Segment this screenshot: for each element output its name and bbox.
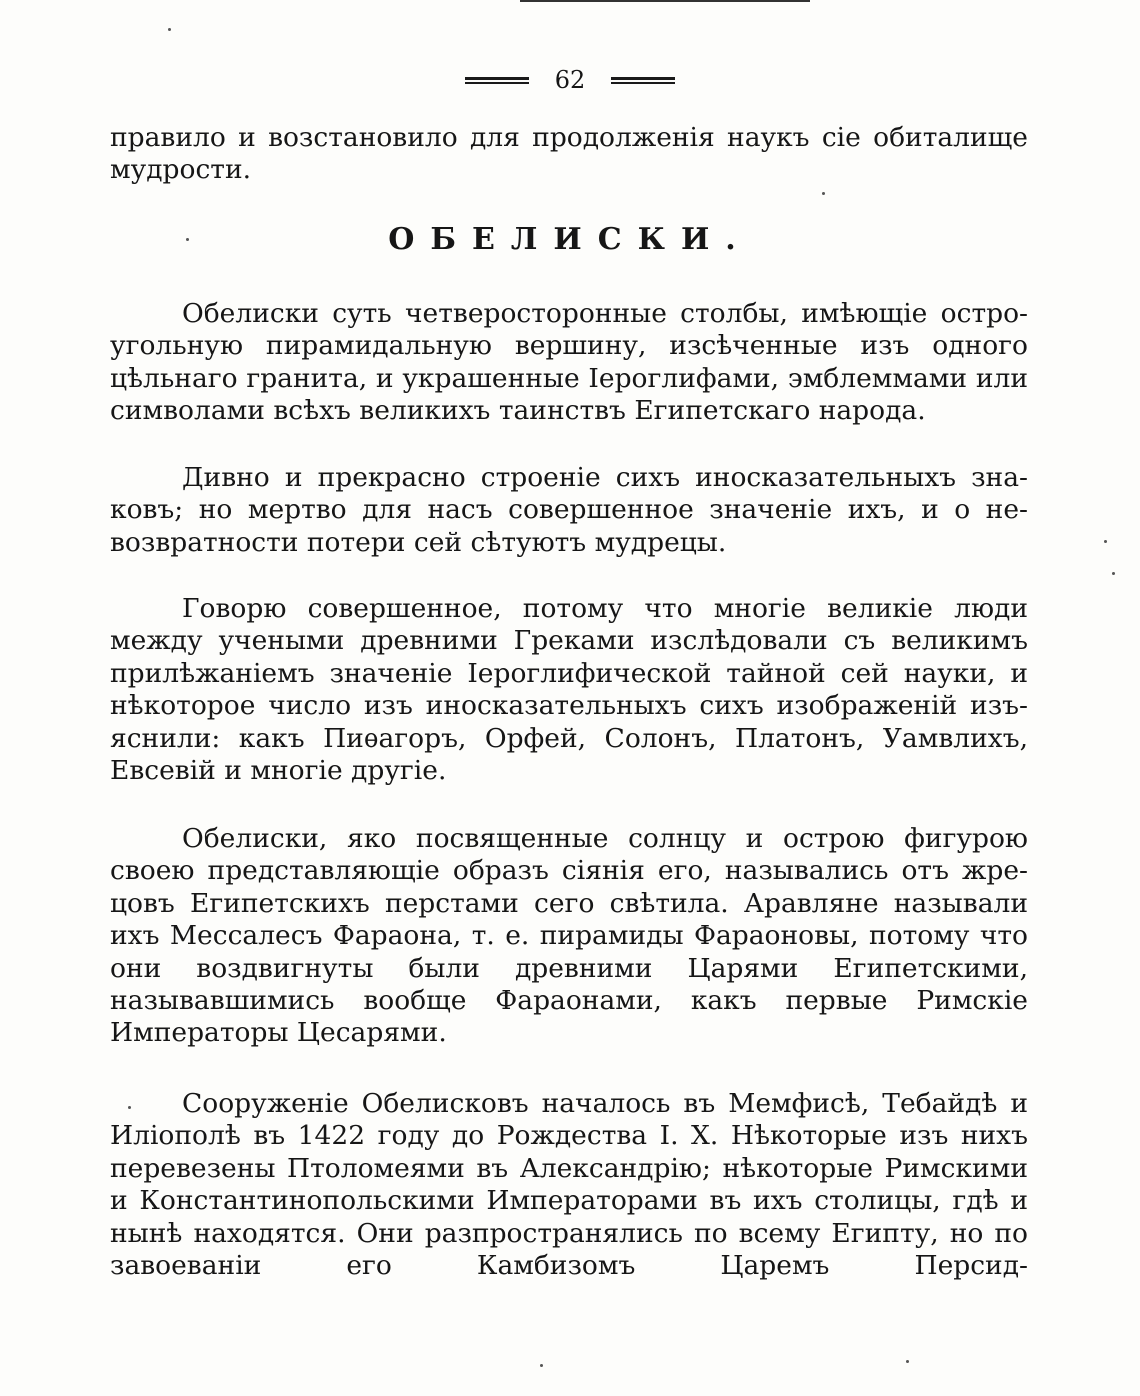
paragraph-4: Обелиски, яко посвященные солнцу и острою фигурою своею представляющіе образъ сіянія его, назывались отъ жрецовъ Египетскихъ перстами сего свѣтила. Аравляне называли ихъ Мессалесъ Фараона, т. е. пирамиды Фараоновы, потому что они воздвигнуты были древними Царями Египетскими, называвшимись вообще Фараонами, какъ первые Римскіе Императоры Цесарями. (110, 823, 1028, 1049)
section-heading: ОБЕЛИСКИ. (388, 222, 752, 257)
paragraph-1: Обелиски суть четверосторонные столбы, имѣющіе остроугольную пирамидальную вершину, изсѣченные изъ одного цѣльнаго гранита, и украшенные Іероглифами, эмблеммами или символами всѣхъ великихъ таинствъ Египетскаго народа. (110, 298, 1028, 427)
paragraph-5: Сооруженіе Обелисковъ началось въ Мемфисѣ, Тебайдѣ и Иліополѣ въ 1422 году до Рождества І. Х. Нѣкоторые изъ нихъ перевезены Птоломеями въ Александрію; нѣкоторые Римскими и Константинопольскими Императорами въ ихъ столицы, гдѣ и нынѣ находятся. Они разпространялись по всему Египту, но по завоеваніи его Камбизомъ Царемъ Персид- (110, 1088, 1028, 1282)
paper-speck (168, 28, 171, 31)
page-header (0, 66, 1140, 94)
paper-speck (822, 192, 825, 195)
continuation-text: правило и возстановило для продолженія наукъ сіе обиталище мудрости. (110, 122, 1028, 186)
right-header-rule (611, 77, 675, 84)
page-number: 62 (554, 66, 586, 94)
paragraph-3: Говорю совершенное, потому что многіе великіе люди между учеными древними Греками изслѣдовали съ великимъ прилѣжаніемъ значеніе Іероглифической тайной сей науки, и нѣкоторое число изъ иносказательныхъ сихъ изображеній изъяснили: какъ Пиѳагоръ, Орфей, Солонъ, Платонъ, Уамвлихъ, Евсевій и многіе другіе. (110, 593, 1028, 787)
paper-speck (1104, 540, 1107, 543)
paper-speck (906, 1360, 909, 1363)
paragraph-2: Дивно и прекрасно строеніе сихъ иносказательныхъ знаковъ; но мертво для насъ совершенное значеніе ихъ, и о невозвратности потери сей сѣтуютъ мудрецы. (110, 462, 1028, 558)
paper-speck (128, 1106, 131, 1109)
top-edge-rule (520, 0, 810, 2)
left-header-rule (465, 77, 529, 84)
paper-speck (186, 238, 189, 241)
paper-speck (540, 1364, 543, 1367)
paper-speck (1112, 572, 1115, 575)
